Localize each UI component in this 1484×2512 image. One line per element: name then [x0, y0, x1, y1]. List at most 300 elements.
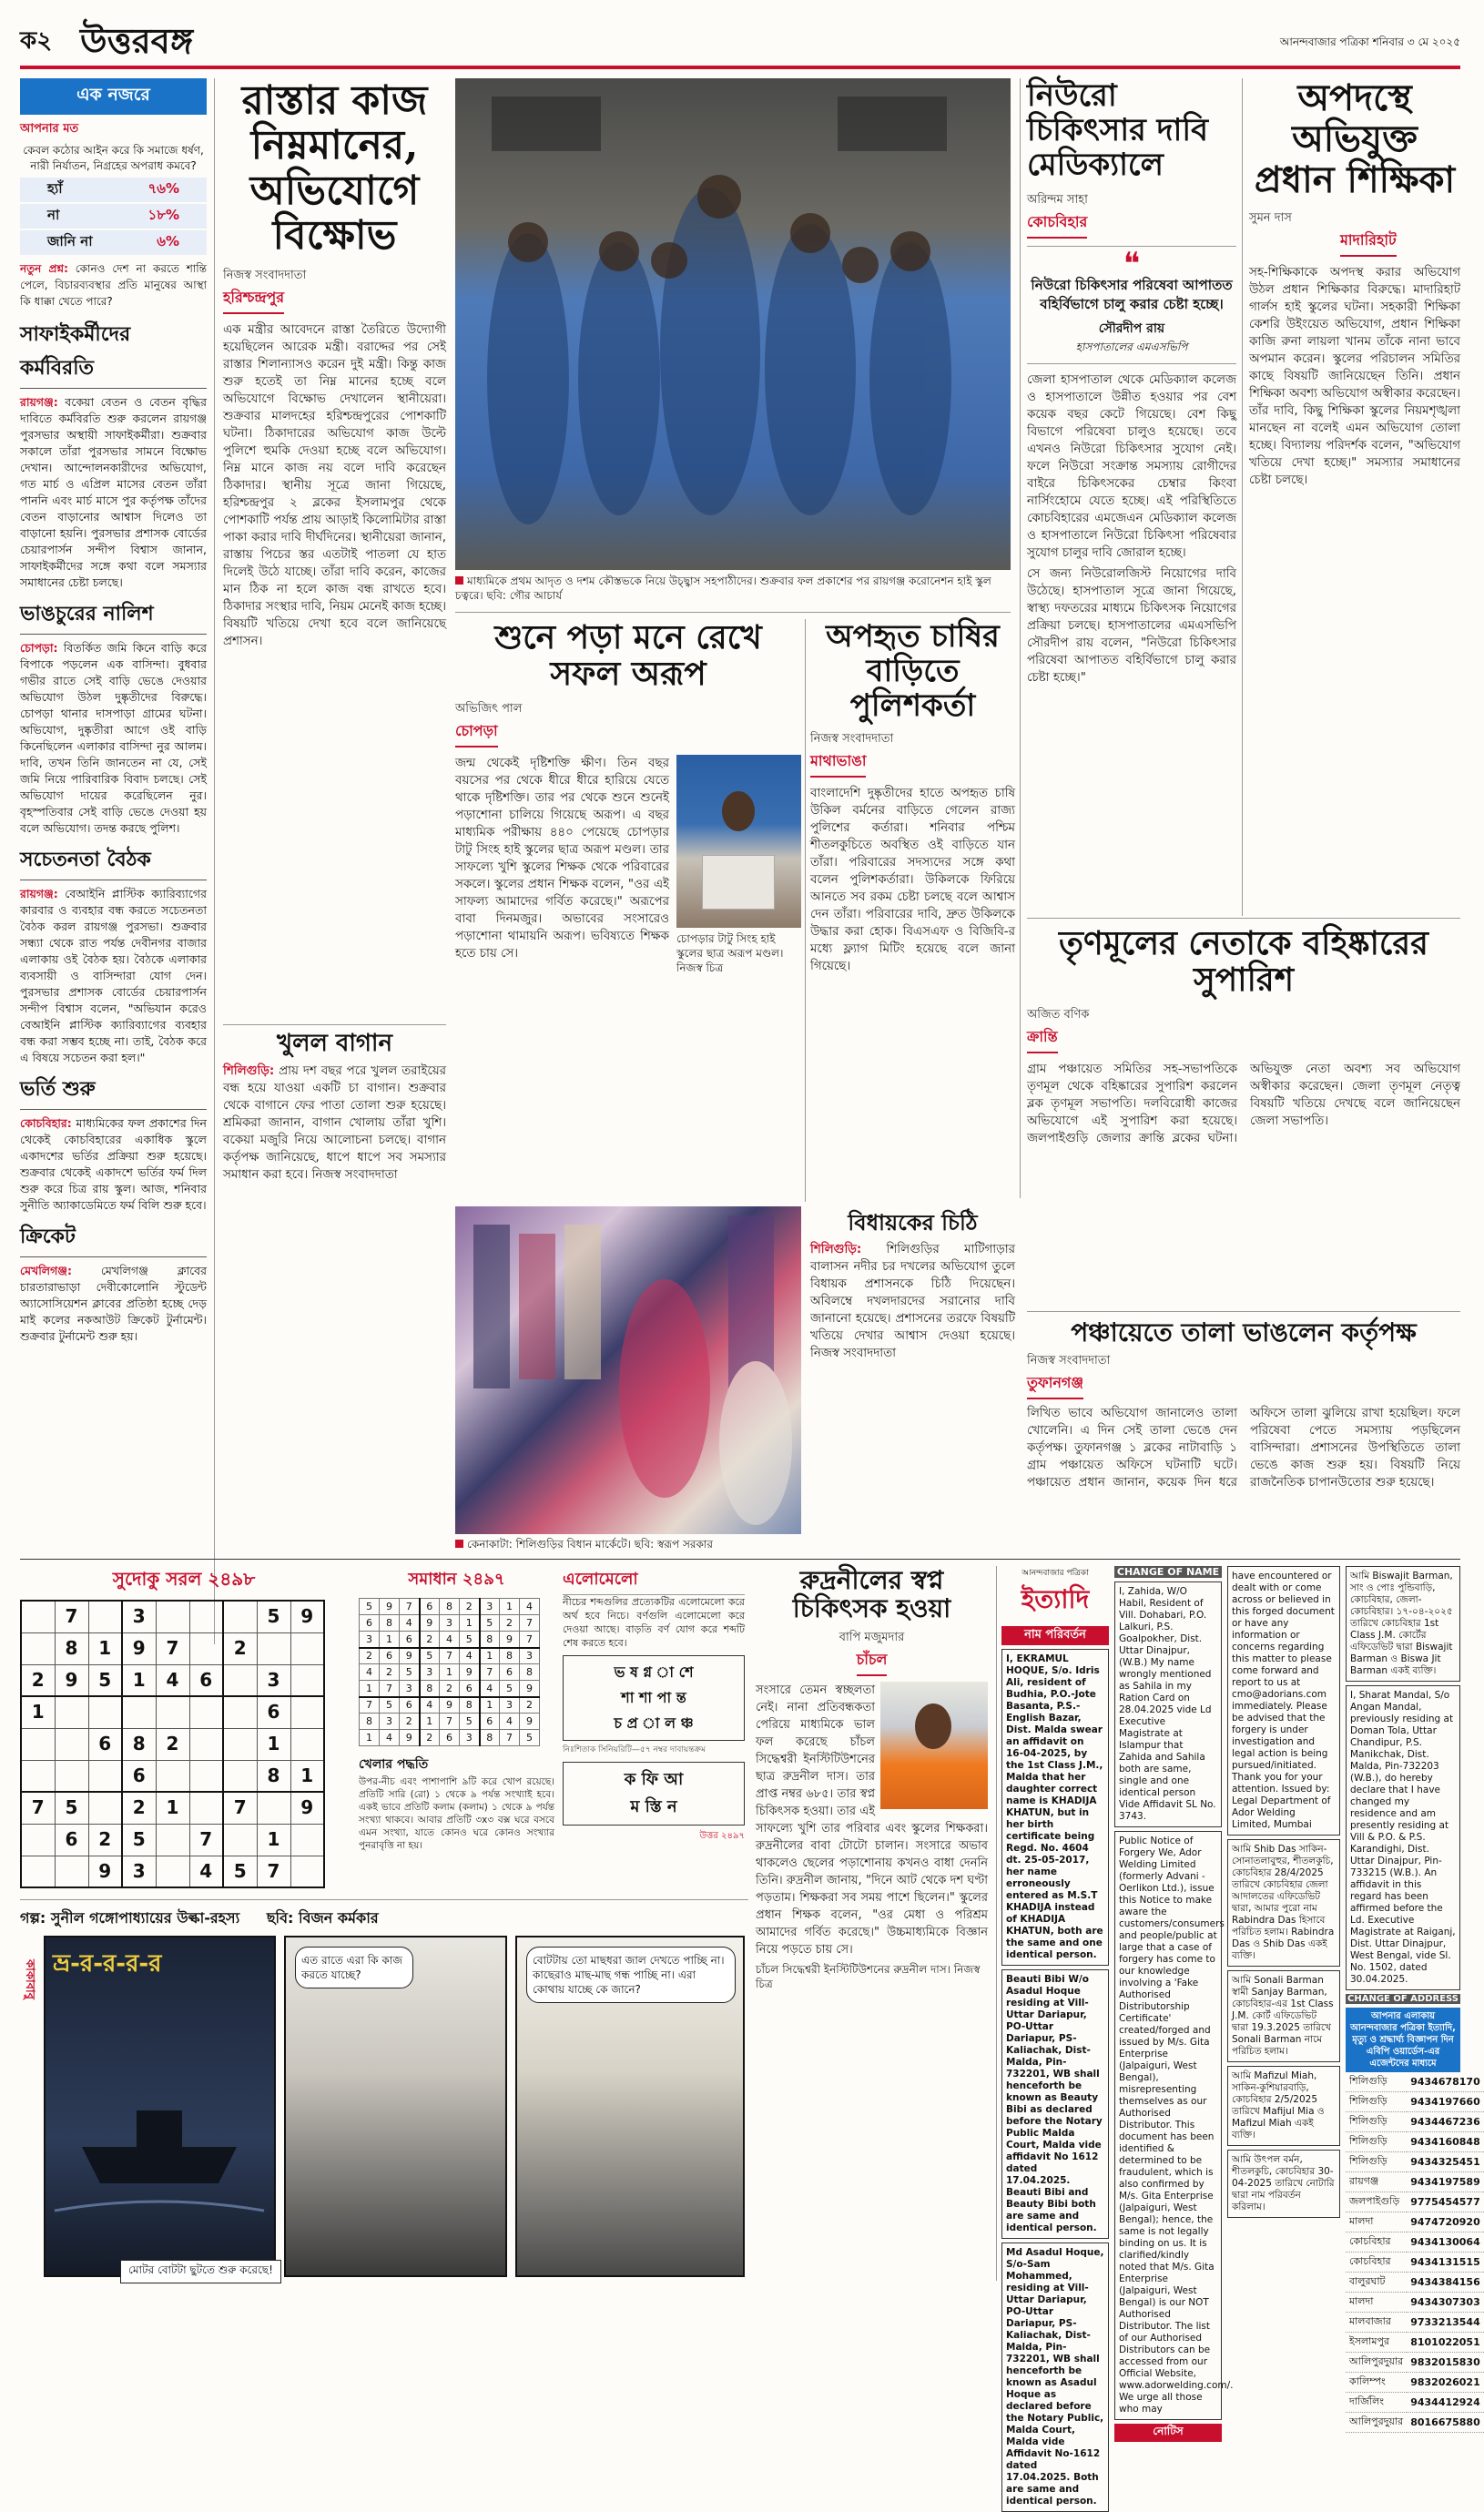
sudoku-cell[interactable]: [189, 1696, 223, 1728]
page-header: [20, 13, 1460, 66]
sudoku-cell[interactable]: [55, 1760, 88, 1792]
directory-phone[interactable]: 9434325451: [1407, 2152, 1484, 2172]
sudoku-cell[interactable]: [55, 1856, 88, 1887]
poll-note-text: কোনও দেশ না করতে শান্তি পেলে, বিচারব্যবস্থার প্রতি মানুষের আস্থা কি ধাক্কা খেতে পারে?: [20, 262, 207, 308]
solution-cell: 2: [380, 1664, 400, 1681]
sudoku-cell[interactable]: [223, 1696, 257, 1728]
road-body: এক মন্ত্রীর আবেদনে রাস্তা তৈরিতে উদ্যোগী হয়েছিলেন আরেক মন্ত্রী। বরাদ্দের পর সেই রাস্তার শিলান্যাসও করেন দুই মন্ত্রী। কিন্তু কাজ শুরু হতেই তা নিম্ন মানের হচ্ছে বলে অভিযোগে বিক্ষোভ দেখালেন স্থানীয়েরা। শুক্রবার মালদহের হরিশ্চন্দ্রপুরের পোশকাটি ঘটনা। ঠিকাদারের অভিযোগ কাজ উল্টে পুলিশে হুমকি দেওয়া হচ্ছে বলে অভিযোগ। নিম্ন মানে কাজ নয় বলে দাবি করেছেন ঠিকাদার। স্থানীয় সূত্রে জানা গিয়েছে, হরিশ্চন্দ্রপুর ২ ব্লকের ইসলামপুর থেকে পোশকাটি পর্যন্ত প্রায় আড়াই কিলোমিটার রাস্তা পাকা করার দাবি দীর্ঘদিনের। স্থানীয়েরা জানান, রাস্তায় পিচের স্তর এতটাই পাতলা যে হাত দিলেই উঠে যাচ্ছে। তাঁরা দাবি করেন, কাজের মান ঠিক না হলে কাজ বন্ধ রাখতে হবে। ঠিকাদার সংস্থার দাবি, নিয়ম মেনেই কাজ হচ্ছে। বিষয়টি খতিয়ে দেখা হবে বলে জানিয়েছে প্রশাসন।: [223, 323, 446, 649]
market-shapes: [455, 1206, 801, 1534]
sudoku-block: [20, 1566, 348, 1894]
sudoku-cell[interactable]: 6: [257, 1696, 290, 1728]
brief-text: [20, 1115, 207, 1214]
sudoku-cell[interactable]: 7: [21, 1792, 55, 1824]
directory-row: [1346, 2253, 1484, 2273]
directory-phone[interactable]: 9474720920: [1407, 2212, 1484, 2232]
directory-place: শিলিগুড়ি: [1346, 2152, 1407, 2172]
elomelo-puzzle-2: [563, 1762, 745, 1826]
solution-cell: 1: [460, 1615, 480, 1632]
story-success-main: [455, 619, 801, 1202]
brief-item: [20, 598, 207, 837]
brief-headline: ভর্তি শুরু: [20, 1073, 207, 1110]
classified-ad: আমি উৎপল বর্মন, শীতলকুচি, কোচবিহার 30-04-2025 তারিখে নোটারি দ্বারা নাম পরিবর্তন করিলাম।: [1227, 2150, 1340, 2218]
poll-label: জানি না: [47, 233, 93, 249]
solution-cell: 6: [460, 1681, 480, 1697]
directory-phone[interactable]: 9434130064: [1407, 2232, 1484, 2253]
ads-list-4: [1346, 1566, 1460, 1990]
solution-cell: 2: [360, 1648, 380, 1664]
directory-place: শিলিগুড়ি: [1346, 2092, 1407, 2112]
abduct-dateline: মাথাভাঙা: [810, 749, 866, 778]
solution-cell: 7: [500, 1730, 520, 1746]
directory-phone[interactable]: 9775454577: [1407, 2192, 1484, 2212]
directory-title: আপনার এলাকায় আনন্দবাজার পত্রিকা ইত্যাদি, মৃত্যু ও শ্রদ্ধার্ঘ্য বিজ্ঞাপন দিন এবিপি ওয়ার্ডেস-এর এজেন্টদের মাধ্যমে: [1346, 2008, 1460, 2072]
sudoku-cell[interactable]: [290, 1696, 324, 1728]
directory-row: [1346, 2273, 1484, 2293]
abduct-headline: অপহৃত চাষির বাড়িতে পুলিশকর্তা: [826, 618, 1000, 725]
sudoku-cell[interactable]: 9: [55, 1664, 88, 1696]
classified-col-3: [1227, 1566, 1340, 2281]
solution-cell: 9: [500, 1632, 520, 1648]
brief-body: মাধ্যমিকের ফল প্রকাশের দিন থেকেই কোচবিহারের একাধিক স্কুলে একাদশের ভর্তির প্রক্রিয়া শুরু হয়েছে। শুক্রবার থেকেই একাদশে ভর্তির ফর্ম দিল শুরু করে চিত্র রায় স্কুল। আজ, শনিবার সুনীতি অ্যাকাডেমিতে ফর্ম বিলি শুরু হবে।: [20, 1116, 207, 1212]
solution-cell: 8: [440, 1599, 460, 1615]
solution-cell: 7: [440, 1714, 460, 1730]
letter-body-wrap: [810, 1241, 1015, 1362]
sudoku-cell[interactable]: [257, 1632, 290, 1664]
solution-cell: 1: [360, 1681, 380, 1697]
solution-cell: 8: [480, 1632, 500, 1648]
directory-place: কোচবিহার: [1346, 2253, 1407, 2273]
classified-ad: Public Notice of Forgery We, Ador Welding Limited (formerly Advani - Oerlikon Ltd.), issue this Notice to make aware the customers/consumers and people/public at large that a case of forgery has come to our knowledge involving a 'Fake Authorised Distributorship Certificate' created/forged and issued by M/s. Gita Enterprise (Jalpaiguri, West Bengal), misrepresenting themselves as our Authorised Distributor. This document has been identified & determined to be fraudulent, which is also confirmed by M/s. Gita Enterprise (Jalpaiguri, West Bengal); hence, the same is not legally binding on us. It is clarified/kindly noted that M/s. Gita Enterprise (Jalpaiguri, West Bengal) is our NOT Authorised Distributor. The list of our Authorised Distributors can be accessed from our Official Website, www.adorwelding.com/. We urge all those who may: [1114, 1831, 1222, 2420]
sidebar: [20, 78, 207, 1644]
sudoku-cell[interactable]: [21, 1728, 55, 1760]
change-of-name-banner: CHANGE OF NAME: [1114, 1566, 1222, 1578]
brief-headline: ভাঙচুরের নালিশ: [20, 598, 207, 635]
neuro-section: [572, 78, 573, 79]
directory-row: [1346, 2172, 1484, 2192]
dream-body: সংসারে তেমন স্বচ্ছলতা নেই। নানা প্রতিবন্ধকতা পেরিয়ে মাধ্যমিকে ভাল ফল করেছে চাঁচল সিদ্ধেশ্বরী ইনস্টিটিউশনের ছাত্র রুদ্রনীল দাস। তার প্রাপ্ত নম্বর ৬৮৫। তার স্বপ্ন চিকিৎসক হওয়া। তার এই সাফল্যে খুশি তার পরিবার এবং স্কুলের শিক্ষকরা। রুদ্রনীলের বাবা টোটো চালান। সংসারে অভাব থাকলেও ছেলের পড়াশোনায় কখনও বাধা দেননি তিনি। রুদ্রনীল জানায়, "দিনে আট থেকে দশ ঘণ্টা পড়তাম। শিক্ষকরা সব সময় পাশে ছিলেন।" স্কুলের প্রধান শিক্ষক বলেন, "ওর মেধা ও পরিশ্রম আমাদের গর্বিত করেছে।" উচ্চমাধ্যমিকে বিজ্ঞান নিয়ে পড়তে চায় সে।: [756, 1683, 988, 1957]
sudoku-cell[interactable]: 1: [21, 1696, 55, 1728]
brief-place: চোপড়া:: [20, 641, 58, 655]
solution-cell: 4: [360, 1664, 380, 1681]
solution-cell: 9: [400, 1730, 420, 1746]
solution-cell: 2: [420, 1632, 440, 1648]
poll-box: [20, 120, 207, 310]
brief-headline: ক্রিকেট: [20, 1221, 207, 1257]
rules-text: উপর-নীচ এবং পাশাপাশি ৯টি করে খোপ রয়েছে। প্রতিটি সারি (রো) ১ থেকে ৯ পর্যন্ত সংখ্যাই হবে। একই ভাবে প্রতিটি কলাম (কলাম) ১ থেকে ৯ পর্যন্ত সংখ্যা থাকবে। আবার প্রতিটি ৩x৩ বক্স ঘরে বসবে এমন সংখ্যা, যাতে কোনও ঘরে কোনও সংখ্যার পুনরাবৃত্তি না হয়।: [359, 1776, 554, 1851]
solution-cell: 1: [480, 1648, 500, 1664]
sudoku-cell[interactable]: 5: [223, 1856, 257, 1887]
directory-row: [1346, 2373, 1484, 2393]
dream-byline: বাপি মজুমদার: [839, 1630, 905, 1644]
solution-cell: 6: [400, 1632, 420, 1648]
poll-note: [20, 260, 207, 310]
solution-grid: [359, 1598, 540, 1746]
sudoku-cell[interactable]: 4: [156, 1664, 189, 1696]
sudoku-cell[interactable]: [223, 1601, 257, 1632]
lock-body: লিখিত ভাবে অভিযোগ জানালেও তালা খোলেনি। এ দিন সেই তালা ভেঙে দেন কর্তৃপক্ষ। তুফানগঞ্জ ১ ব্লকের নাটাবাড়ি ১ গ্রাম পঞ্চায়েত অফিসে ঘটনাটি ঘটে। পঞ্চায়েত প্রধান জানান, কয়েক দিন ধরে অফিসে তালা ঝুলিয়ে রাখা হয়েছিল। ফলে পরিষেবা পেতে সমস্যায় পড়ছিলেন বাসিন্দারা। প্রশাসনের উপস্থিতিতে তালা ভেঙে কাজ শুরু হয়। বিষয়টি নিয়ে রাজনৈতিক চাপানউতোর শুরু হয়েছে।: [1027, 1407, 1460, 1490]
market-photo: [455, 1206, 801, 1534]
solution-cell: 6: [480, 1714, 500, 1730]
elomelo-line: ক ফি আ: [624, 1770, 684, 1789]
solution-cell: 3: [480, 1599, 500, 1615]
directory-phone[interactable]: 9434467236: [1407, 2112, 1484, 2132]
rudranil-face: [915, 1703, 951, 1749]
solution-cell: 4: [480, 1681, 500, 1697]
sudoku-cell[interactable]: [156, 1824, 189, 1856]
sudoku-cell[interactable]: 8: [55, 1632, 88, 1664]
sudoku-cell[interactable]: 7: [156, 1632, 189, 1664]
solution-block: [359, 1566, 554, 1889]
elomelo-credit: নিঃশিতাক সিনিয়রিটি—৫৭ নম্বর দাবায়ন্তক্রম: [563, 1745, 706, 1754]
sudoku-cell[interactable]: 6: [122, 1760, 156, 1792]
ads-list-2: [1114, 1581, 1234, 2420]
quote-mark-icon: ❝: [1123, 246, 1141, 283]
directory-row: [1346, 2112, 1484, 2132]
road-dateline: হরিশ্চন্দ্রপুর: [223, 286, 284, 314]
comic-strip: [20, 1905, 748, 2283]
directory-phone[interactable]: 9434307303: [1407, 2293, 1484, 2313]
solution-cell: 4: [440, 1632, 460, 1648]
sudoku-cell[interactable]: [55, 1728, 88, 1760]
dream-dateline: চাঁচল: [857, 1648, 888, 1676]
sudoku-cell[interactable]: [88, 1696, 122, 1728]
directory-phone[interactable]: 8016675880: [1407, 2413, 1484, 2433]
solution-cell: 3: [380, 1714, 400, 1730]
solution-cell: 2: [500, 1615, 520, 1632]
directory-row: [1346, 2152, 1484, 2172]
rudranil-photo: [880, 1682, 988, 1809]
sudoku-cell[interactable]: 9: [88, 1856, 122, 1887]
sudoku-cell[interactable]: [156, 1760, 189, 1792]
sudoku-cell[interactable]: 6: [55, 1824, 88, 1856]
directory-phone[interactable]: 9434384156: [1407, 2273, 1484, 2293]
directory-phone[interactable]: 9832026021: [1407, 2373, 1484, 2393]
sudoku-cell[interactable]: 1: [122, 1664, 156, 1696]
sudoku-cell[interactable]: [122, 1696, 156, 1728]
solution-cell: 7: [520, 1632, 540, 1648]
poll-value: ১৮%: [147, 207, 179, 223]
sudoku-cell[interactable]: 8: [257, 1760, 290, 1792]
solution-cell: 5: [400, 1664, 420, 1681]
elomelo-block: [563, 1566, 745, 1889]
directory-place: কালিম্পং: [1346, 2373, 1407, 2393]
brief-text: [20, 394, 207, 591]
sudoku-cell[interactable]: [21, 1760, 55, 1792]
directory-place: আলিপুরদুয়ার: [1346, 2413, 1407, 2433]
directory-phone[interactable]: 8101022051: [1407, 2333, 1484, 2353]
sudoku-cell[interactable]: 7: [55, 1601, 88, 1632]
poll-row: [20, 204, 207, 229]
sudoku-cell[interactable]: [21, 1856, 55, 1887]
neuro-headline: নিউরো চিকিৎসার দাবি মেডিক্যালে: [1027, 77, 1208, 184]
ittadi-logo: ইত্যাদি: [1021, 1584, 1090, 1614]
tmc-dateline: ক্রান্তি: [1027, 1025, 1058, 1053]
solution-cell: 3: [440, 1615, 460, 1632]
brief-item: [20, 1221, 207, 1345]
poll-label: না: [47, 207, 60, 223]
neuro-article-main: [1027, 78, 1236, 916]
neuro-quote: নিউরো চিকিৎসার পরিষেবা আপাতত বহির্বিভাগে চালু করার চেষ্টা হচ্ছে।: [1031, 277, 1233, 313]
sudoku-cell[interactable]: 3: [122, 1601, 156, 1632]
sudoku-cell[interactable]: 8: [122, 1728, 156, 1760]
sudoku-cell[interactable]: [223, 1760, 257, 1792]
speech-bubble-1: এত রাতে এরা কি কাজ করতে যাচ্ছে?: [295, 1947, 413, 1988]
classified-ad: আমি Shib Das সাকিন-সোনাতলাবুহুর, শীতলকুচি, কোচবিহার 28/4/2025 তারিখে কোচবিহার জেলা আদালতের এফিডেভিট দ্বারা, আমার পুরো নাম Rabindra Das হিসাবে পরিচিত হলাম। Rabindra Das ও Shib Das একই ব্যক্তি।: [1227, 1839, 1340, 1967]
solution-cell: 3: [500, 1697, 520, 1714]
market-caption-text: কেনাকাটা: শিলিগুড়ির বিধান মার্কেটে। ছবি: স্বরূপ সরকার: [467, 1538, 713, 1551]
elomelo-text: নীচের শব্দগুলির প্রত্যেকটির এলোমেলো করে অর্থ হবে নিচে। বর্ণগুলি এলোমেলো করে দেওয়া আছে। বাড়তি বর্ণ যোগ করে শব্দটি শেষ করতে হবে।: [563, 1596, 745, 1649]
solution-cell: 7: [400, 1599, 420, 1615]
solution-cell: 7: [440, 1648, 460, 1664]
brief-item: [20, 1073, 207, 1214]
solution-cell: 1: [380, 1632, 400, 1648]
directory-phone[interactable]: 9434131515: [1407, 2253, 1484, 2273]
solution-title: সমাধান ২৪৯৭: [408, 1570, 505, 1589]
directory-phone[interactable]: 9434197589: [1407, 2172, 1484, 2192]
neuro-quote-box: [1027, 246, 1236, 364]
sudoku-cell[interactable]: [88, 1760, 122, 1792]
elomelo-answer: উত্তর ২৪৯৭: [699, 1831, 745, 1841]
sudoku-cell[interactable]: [290, 1664, 324, 1696]
solution-cell: 5: [460, 1632, 480, 1648]
students-photo: [455, 78, 1011, 570]
directory-place: ইসলামপুর: [1346, 2333, 1407, 2353]
directory-phone[interactable]: 9733213544: [1407, 2313, 1484, 2333]
solution-cell: 1: [420, 1714, 440, 1730]
directory-phone[interactable]: 9832015830: [1407, 2353, 1484, 2373]
sudoku-cell[interactable]: [223, 1728, 257, 1760]
sudoku-cell[interactable]: 2: [156, 1728, 189, 1760]
speech-bubble-2: বোটটায় তো মাছধরা জাল দেখতে পাচ্ছি না। কাছেরাও মাছ-মাছ গন্ধ পাচ্ছি না। এরা কোথায় যাচ্ছে কে জানে?: [526, 1947, 736, 2003]
solution-cell: 8: [380, 1615, 400, 1632]
classified-col-1: [1001, 1566, 1109, 2507]
brief-body: মেখলিগঞ্জ ক্লাবের চারতারাভাড়া দেবীকোলোনি স্টুডেন্ট অ্যাসোসিয়েশন ক্লাবের প্রতিষ্ঠা হচ্ছে দেড় মাই কলের নকআউট ক্রিকেট টুর্নামেন্ট। শুক্রবার টুর্নামেন্ট শুরু হয়।: [20, 1264, 207, 1343]
sudoku-cell[interactable]: 5: [55, 1792, 88, 1824]
main-photo-caption: [455, 574, 1011, 606]
letter-body: শিলিগুড়ির মাটিগাড়ার বালাসন নদীর চর দখলের অভিযোগ তুলে বিধায়ক প্রশাসনকে চিঠি দিয়েছেন। অবিলম্বে দখলদারদের সরানোর দাবি জানানো হয়েছে। প্রশাসনের তরফে বিষয়টি খতিয়ে দেখার আশ্বাস দেওয়া হয়েছে। নিজস্ব সংবাদদাতা: [810, 1242, 1015, 1360]
sudoku-cell[interactable]: [21, 1601, 55, 1632]
elomelo-line: শা শা পা ন্ত: [621, 1689, 686, 1706]
sudoku-cell[interactable]: [88, 1601, 122, 1632]
sudoku-cell[interactable]: [156, 1696, 189, 1728]
solution-cell: 6: [420, 1599, 440, 1615]
sudoku-cell[interactable]: 5: [122, 1824, 156, 1856]
sudoku-cell[interactable]: 1: [290, 1760, 324, 1792]
comic-panel-3: [515, 1936, 745, 2277]
sudoku-cell[interactable]: 3: [122, 1856, 156, 1887]
lock-byline: নিজস্ব সংবাদদাতা: [1027, 1354, 1111, 1368]
sudoku-cell[interactable]: [189, 1601, 223, 1632]
main-photo-caption-text: মাধ্যমিকে প্রথম আদৃত ও দশম কৌস্তভকে নিয়ে উচ্ছ্বাস সহপাঠীদের। শুক্রবার ফল প্রকাশের পর রায়গঞ্জ করোনেশন হাই স্কুল চত্বরে। ছবি: গৌর আচার্য: [455, 575, 991, 602]
sudoku-cell[interactable]: 1: [257, 1728, 290, 1760]
brief-place: রায়গঞ্জ:: [20, 887, 58, 900]
solution-cell: 6: [440, 1730, 460, 1746]
sudoku-cell[interactable]: [156, 1856, 189, 1887]
sudoku-cell[interactable]: 4: [189, 1856, 223, 1887]
sudoku-cell[interactable]: 2: [21, 1664, 55, 1696]
sudoku-cell[interactable]: [88, 1792, 122, 1824]
solution-cell: 6: [380, 1648, 400, 1664]
classified-ad: I, EKRAMUL HOQUE, S/o. Idris Ali, resident of Budhia, P.O.-Jote Basanta, P.S.-English Bazar, Dist. Malda swear an affidavit on 16-04-2025, by the 1st Class J.M., Malda that her daughter correct name is KHADIJA KHATUN, but in her birth certificate being Regd. No. 4604 dt. 25-05-2017, her name erroneously entered as M.S.T KHADIJA instead of KHADIJA KHATUN, both are the same and one identical person.: [1001, 1649, 1109, 1966]
sudoku-cell[interactable]: 2: [122, 1792, 156, 1824]
sudoku-cell[interactable]: 6: [88, 1728, 122, 1760]
classified-ad: আমি Mafizul Miah, সাকিন-কুশিয়ারবাড়ি, কোচবিহার 2/5/2025 তারিখে Mafijul Mia ও Mafizul Miah একই ব্যক্তি।: [1227, 2066, 1340, 2146]
solution-cell: 1: [500, 1599, 520, 1615]
sudoku-title: সুদোকু সরল ২৪৯৮: [112, 1568, 256, 1590]
sudoku-cell[interactable]: [156, 1601, 189, 1632]
sudoku-cell[interactable]: [189, 1760, 223, 1792]
comic-header: [20, 1905, 748, 1937]
letter-headline: বিধায়কের চিঠি: [848, 1209, 978, 1236]
classified-ad: আমি Sonali Barman স্বামী Sanjay Barman, কোচবিহার-এর 1st Class J.M. কোর্ট এফিডেভিট দ্বারা 19.3.2025 তারিখে Sonali Barman নামে পরিচিত হলাম।: [1227, 1970, 1340, 2062]
story-lock: [1027, 1318, 1460, 1555]
sudoku-cell[interactable]: 1: [156, 1792, 189, 1824]
change-address-banner: CHANGE OF ADDRESS: [1346, 1994, 1460, 2004]
solution-cell: 6: [400, 1697, 420, 1714]
header-date: আনন্দবাজার পত্রিকা শনিবার ৩ মে ২০২৫: [1279, 36, 1460, 48]
directory-phone[interactable]: 9434197660: [1407, 2092, 1484, 2112]
directory-phone[interactable]: 9434160848: [1407, 2132, 1484, 2152]
sudoku-cell[interactable]: [223, 1824, 257, 1856]
sudoku-cell[interactable]: [257, 1792, 290, 1824]
solution-cell: 8: [460, 1697, 480, 1714]
solution-cell: 3: [520, 1648, 540, 1664]
directory-place: আলিপুরদুয়ার: [1346, 2353, 1407, 2373]
tmc-headline: তৃণমূলের নেতাকে বহিষ্কারের সুপারিশ: [1059, 924, 1428, 1000]
story-dream: [756, 1566, 988, 2276]
sudoku-cell[interactable]: [223, 1664, 257, 1696]
brief-item: [20, 844, 207, 1066]
directory-place: কোচবিহার: [1346, 2232, 1407, 2253]
directory-place: শিলিগুড়ি: [1346, 2072, 1407, 2092]
solution-cell: 8: [480, 1730, 500, 1746]
sudoku-cell[interactable]: 1: [257, 1824, 290, 1856]
directory-place: শিলিগুড়ি: [1346, 2132, 1407, 2152]
sudoku-cell[interactable]: [290, 1856, 324, 1887]
comic-panel-1: [44, 1936, 276, 2277]
sudoku-cell[interactable]: 7: [223, 1792, 257, 1824]
brief-place: কোচবিহার:: [20, 1116, 72, 1130]
solution-cell: 5: [360, 1599, 380, 1615]
sudoku-cell[interactable]: 2: [88, 1824, 122, 1856]
caption-marker: [455, 576, 463, 585]
solution-cell: 9: [460, 1664, 480, 1681]
garden-body: প্রায় দশ বছর পরে খুলল তরাইয়ের বন্ধ হয়ে যাওয়া একটি চা বাগান। শুক্রবার থেকে বাগানে ফের পাতা তোলা শুরু হয়েছে। শ্রমিকরা জানান, বাগান খোলায় তাঁরা খুশি। বকেয়া মজুরি নিয়ে আলোচনা চলছে। বাগান কর্তৃপক্ষ জানিয়েছে, ধাপে ধাপে সব সমস্যার সমাধান করা হবে। নিজস্ব সংবাদদাতা: [223, 1064, 446, 1183]
sudoku-cell[interactable]: [21, 1632, 55, 1664]
directory-row: [1346, 2192, 1484, 2212]
directory-place: শিলিগুড়ি: [1346, 2112, 1407, 2132]
directory-row: [1346, 2413, 1484, 2433]
agent-directory: [1346, 2072, 1484, 2433]
sudoku-cell[interactable]: [55, 1696, 88, 1728]
sudoku-cell[interactable]: 1: [88, 1632, 122, 1664]
story-letter: [810, 1211, 1015, 1552]
solution-cell: 9: [520, 1681, 540, 1697]
directory-place: দার্জিলিং: [1346, 2393, 1407, 2413]
brief-item: [20, 319, 207, 591]
poll-note-key: নতুন প্রশ্ন:: [20, 262, 68, 275]
comic-sfx: ভ্র-র-র-র-র: [53, 1950, 162, 1978]
directory-row: [1346, 2313, 1484, 2333]
brief-text: [20, 1263, 207, 1345]
classified-ad: I, Zahida, W/O Habil, Resident of Vill. Dohabari, P.O. Lalkuri, P.S. Goalpokher, Dist. Uttar Dinajpur, (W.B.) My name wrongly mentioned as Sahila in my Ration Card on 28.04.2025 vide Ld Executive Magistrate at Islampur that Zahida and Sahila both are same, single and one identical person Vide Affidavit SL No. 3743.: [1114, 1581, 1222, 1827]
brief-headline: সচেতনতা বৈঠক: [20, 844, 207, 880]
sudoku-cell[interactable]: 9: [290, 1792, 324, 1824]
solution-cell: 9: [400, 1648, 420, 1664]
sudoku-cell[interactable]: 3: [257, 1664, 290, 1696]
sudoku-cell[interactable]: [189, 1728, 223, 1760]
sudoku-cell[interactable]: 9: [290, 1601, 324, 1632]
sidebar-briefs: [20, 319, 207, 1345]
classified-col-2: [1114, 1566, 1234, 2437]
sudoku-cell[interactable]: [189, 1632, 223, 1664]
poll-question: কেবল কঠোর আইন করে কি সমাজে ধর্ষণ, নারী নির্যাতন, নিগ্রহের অপরাধ কমবে?: [23, 144, 204, 172]
sudoku-cell[interactable]: 7: [257, 1856, 290, 1887]
sudoku-cell[interactable]: [21, 1824, 55, 1856]
solution-cell: 4: [500, 1714, 520, 1730]
sudoku-cell[interactable]: 2: [223, 1632, 257, 1664]
neuro-dateline: কোচবিহার: [1027, 210, 1087, 239]
road-byline: নিজস্ব সংবাদদাতা: [223, 269, 307, 283]
abduct-body: বাংলাদেশি দুষ্কৃতীদের হাতে অপহৃত চাষি উকিল বর্মনের বাড়িতে গেলেন রাজ্য পুলিশের কর্তারা। শনিবার পশ্চিম শীতলকুচিতে অবস্থিত ওই বাড়িতে যান তাঁরা। পরিবারের সদস্যদের সঙ্গে কথা বলেন পুলিশকর্তারা। উকিলকে ফিরিয়ে আনতে সব রকম চেষ্টা চলছে বলে আশ্বাস দেন তাঁরা। পরিবারের দাবি, দ্রুত উকিলকে উদ্ধার করা হোক। বিএসএফ ও বিজিবি-র মধ্যে ফ্ল্যাগ মিটিং হয়েছে বলে জানা গিয়েছে।: [810, 787, 1015, 974]
principal-byline: সুমন দাস: [1249, 211, 1292, 226]
solution-cell: 7: [520, 1615, 540, 1632]
solution-cell: 4: [460, 1648, 480, 1664]
sudoku-cell[interactable]: [290, 1728, 324, 1760]
face-shape: [722, 791, 755, 831]
sudoku-cell[interactable]: [290, 1824, 324, 1856]
market-caption: [455, 1537, 801, 1555]
solution-cell: 9: [520, 1714, 540, 1730]
garden-body-wrap: [223, 1063, 446, 1184]
solution-cell: 2: [460, 1599, 480, 1615]
story-tmc: [1027, 925, 1460, 1307]
solution-cell: 3: [460, 1730, 480, 1746]
story-abduct: [810, 619, 1015, 1202]
solution-cell: 5: [460, 1714, 480, 1730]
road-headline: রাস্তার কাজ নিম্নমানের, অভিযোগে বিক্ষোভ: [241, 77, 428, 259]
directory-phone[interactable]: 9434678170: [1407, 2072, 1484, 2092]
students-silhouettes: [455, 78, 1011, 570]
directory-phone[interactable]: 9434412924: [1407, 2393, 1484, 2413]
at-glance-banner: এক নজরে: [20, 78, 207, 115]
directory-place: বালুরঘাট: [1346, 2273, 1407, 2293]
notice-banner: নোটিস: [1114, 2424, 1222, 2442]
sudoku-cell[interactable]: [290, 1632, 324, 1664]
sudoku-cell[interactable]: 9: [122, 1632, 156, 1664]
elomelo-line: চ প্র া ল ঞ্চ: [614, 1714, 694, 1732]
directory-place: মালদা: [1346, 2293, 1407, 2313]
brief-place: রায়গঞ্জ:: [20, 395, 58, 409]
solution-cell: 7: [360, 1697, 380, 1714]
letter-key: শিলিগুড়ি:: [810, 1242, 862, 1256]
brief-text: [20, 640, 207, 837]
brief-body: বিতর্কিত জমি কিনে বাড়ি করে বিপাকে পড়লেন এক বাসিন্দা। বুধবার গভীর রাতে সেই বাড়ি ভেঙে দেওয়ার অভিযোগ উঠল দুষ্কৃতীদের বিরুদ্ধে। চোপড়া থানার দাসপাড়া গ্রামের ঘটনা। অভিযোগ, দুষ্কৃতীরা আগে ওই বাড়ি কিনেছিলেন এলাকার বাসিন্দা নুর আলম। দাবি, তখন তিনি জানতেন না যে, সেই জমি নিয়ে পারিবারিক বিবাদ চলছে। সেই অভিযোগ দায়ের করেছিলেন নুর। বৃহস্পতিবার সেই বাড়ি ভেঙে দেওয়া হয় বলে অভিযোগ। তদন্ত করছে পুলিশ।: [20, 641, 207, 835]
solution-cell: 8: [500, 1648, 520, 1664]
sudoku-cell[interactable]: 7: [189, 1824, 223, 1856]
solution-cell: 4: [400, 1615, 420, 1632]
tmc-byline: অজিত বণিক: [1027, 1007, 1090, 1022]
poll-label: হ্যাঁ: [47, 180, 63, 197]
directory-row: [1346, 2393, 1484, 2413]
name-change-banner: নাম পরিবর্তন: [1001, 1626, 1109, 1645]
sudoku-cell[interactable]: [189, 1792, 223, 1824]
sudoku-cell[interactable]: 6: [189, 1664, 223, 1696]
solution-cell: 5: [480, 1615, 500, 1632]
sudoku-cell[interactable]: 5: [257, 1601, 290, 1632]
directory-row: [1346, 2212, 1484, 2232]
sudoku-cell[interactable]: 5: [88, 1664, 122, 1696]
